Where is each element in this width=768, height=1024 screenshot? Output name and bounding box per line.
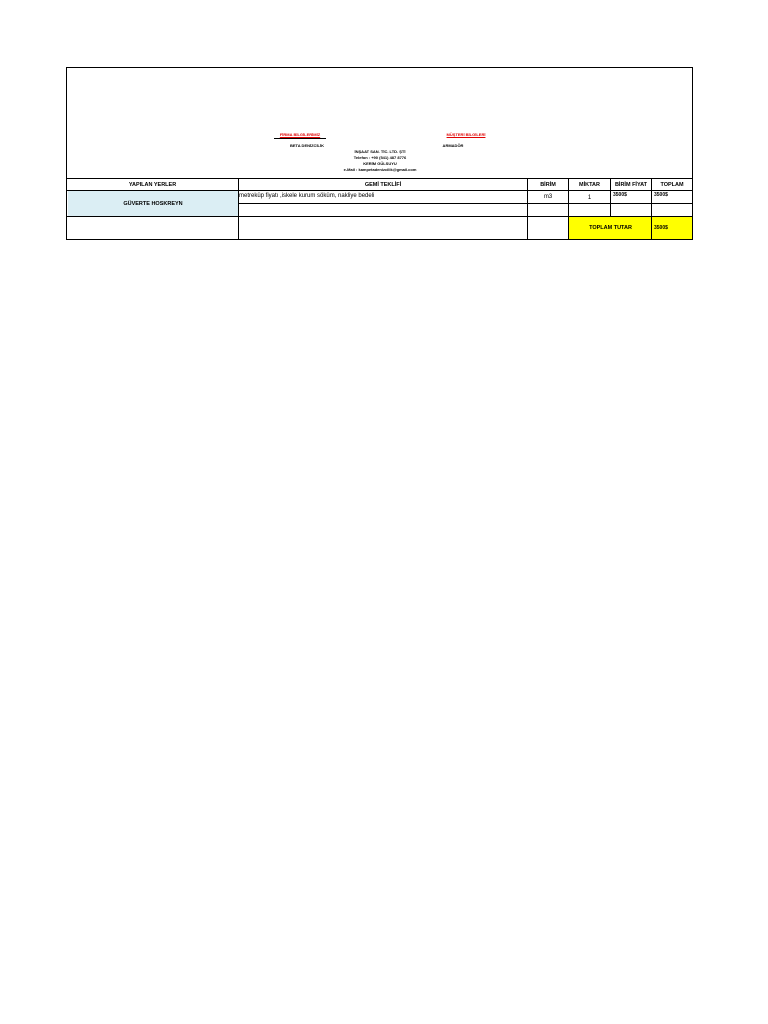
- header-unit-price: BİRİM FİYAT: [614, 181, 648, 188]
- company-type: İNŞAAT SAN. TİC. LTD. ŞTİ: [354, 149, 406, 154]
- row-qty: 1: [587, 194, 592, 201]
- place-cell: [68, 191, 238, 216]
- company-info-title: FİRMA BİLGİLERİMİZ: [279, 132, 321, 137]
- company-phone: Telefon : +90 (541) 487 8776: [353, 155, 407, 160]
- company-email: e-Mail : kampetadenizcilik@gmail.com: [343, 167, 417, 172]
- company-contact: KERİM GÜLSUYU: [363, 161, 397, 166]
- company-name: BETA DENİZCİLİK: [290, 143, 324, 148]
- row-unit-price: 3500$: [613, 192, 627, 198]
- header-total: TOPLAM: [660, 181, 684, 188]
- total-label: TOPLAM TUTAR: [589, 225, 632, 231]
- row-unit: m3: [543, 193, 553, 200]
- row-description: metreküp fiyatı ,iskele kurum söküm, nakliye bedeli: [239, 193, 375, 199]
- header-unit: BİRİM: [540, 181, 556, 188]
- company-title-underline: [274, 138, 326, 139]
- customer-name: ARMADÖR: [442, 143, 464, 148]
- place-value: GÜVERTE HOSKREYN: [123, 200, 183, 207]
- header-qty: MİKTAR: [579, 181, 600, 188]
- customer-info-title: MÜŞTERİ BİLGİLERİ: [446, 132, 486, 137]
- row-mid-line: [238, 203, 692, 204]
- info-header: [67, 68, 692, 178]
- header-offer: GEMİ TEKLİFİ: [364, 181, 402, 188]
- row-total: 3500$: [654, 192, 668, 198]
- header-places: YAPILAN YERLER: [128, 181, 177, 188]
- grand-total-value: 3500$: [654, 225, 668, 231]
- quote-sheet: [66, 67, 693, 240]
- total-label-cell: [569, 217, 652, 239]
